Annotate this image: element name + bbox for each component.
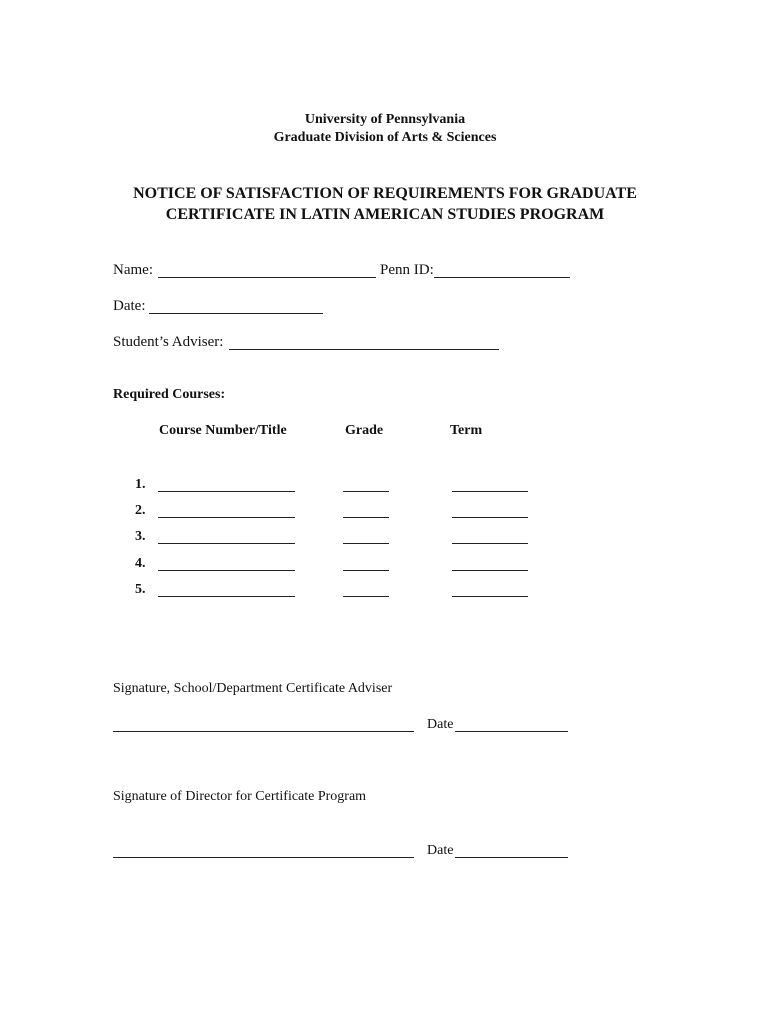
grade-field[interactable] — [343, 491, 389, 492]
date-field[interactable] — [149, 313, 323, 314]
course-field[interactable] — [158, 543, 295, 544]
course-field[interactable] — [158, 596, 295, 597]
term-field[interactable] — [452, 543, 528, 544]
penn-id-field[interactable] — [434, 277, 570, 278]
term-field[interactable] — [452, 570, 528, 571]
division-name: Graduate Division of Arts & Sciences — [273, 130, 497, 145]
form-title-line1: NOTICE OF SATISFACTION OF REQUIREMENTS FOR GRADUATE — [133, 185, 637, 202]
course-field[interactable] — [158, 570, 295, 571]
grade-field[interactable] — [343, 517, 389, 518]
adviser-field[interactable] — [229, 349, 499, 350]
grade-field[interactable] — [343, 570, 389, 571]
university-name: University of Pennsylvania — [304, 112, 466, 127]
adviser-label: Student’s Adviser: — [113, 334, 224, 350]
row-number: 4. — [135, 556, 146, 571]
certificate-adviser-date-label: Date — [427, 717, 454, 732]
column-header-term: Term — [450, 423, 483, 438]
date-label: Date: — [113, 298, 146, 314]
course-field[interactable] — [158, 517, 295, 518]
term-field[interactable] — [452, 596, 528, 597]
penn-id-label: Penn ID: — [380, 262, 434, 278]
name-field[interactable] — [158, 277, 376, 278]
row-number: 5. — [135, 582, 146, 597]
term-field[interactable] — [452, 491, 528, 492]
term-field[interactable] — [452, 517, 528, 518]
name-label: Name: — [113, 262, 153, 278]
row-number: 2. — [135, 503, 146, 518]
director-signature-label: Signature of Director for Certificate Program — [113, 789, 367, 804]
required-courses-heading: Required Courses: — [113, 387, 226, 402]
director-date-field[interactable] — [455, 857, 568, 858]
grade-field[interactable] — [343, 543, 389, 544]
column-header-grade: Grade — [345, 423, 384, 438]
form-title-line2: CERTIFICATE IN LATIN AMERICAN STUDIES PROGRAM — [165, 206, 605, 223]
certificate-adviser-date-field[interactable] — [455, 731, 568, 732]
grade-field[interactable] — [343, 596, 389, 597]
certificate-adviser-signature-label: Signature, School/Department Certificate Adviser — [113, 681, 393, 696]
column-header-course: Course Number/Title — [159, 423, 287, 438]
director-date-label: Date — [427, 843, 454, 858]
row-number: 1. — [135, 477, 146, 492]
certificate-adviser-signature-field[interactable] — [113, 731, 414, 732]
director-signature-field[interactable] — [113, 857, 414, 858]
row-number: 3. — [135, 529, 146, 544]
course-field[interactable] — [158, 491, 295, 492]
